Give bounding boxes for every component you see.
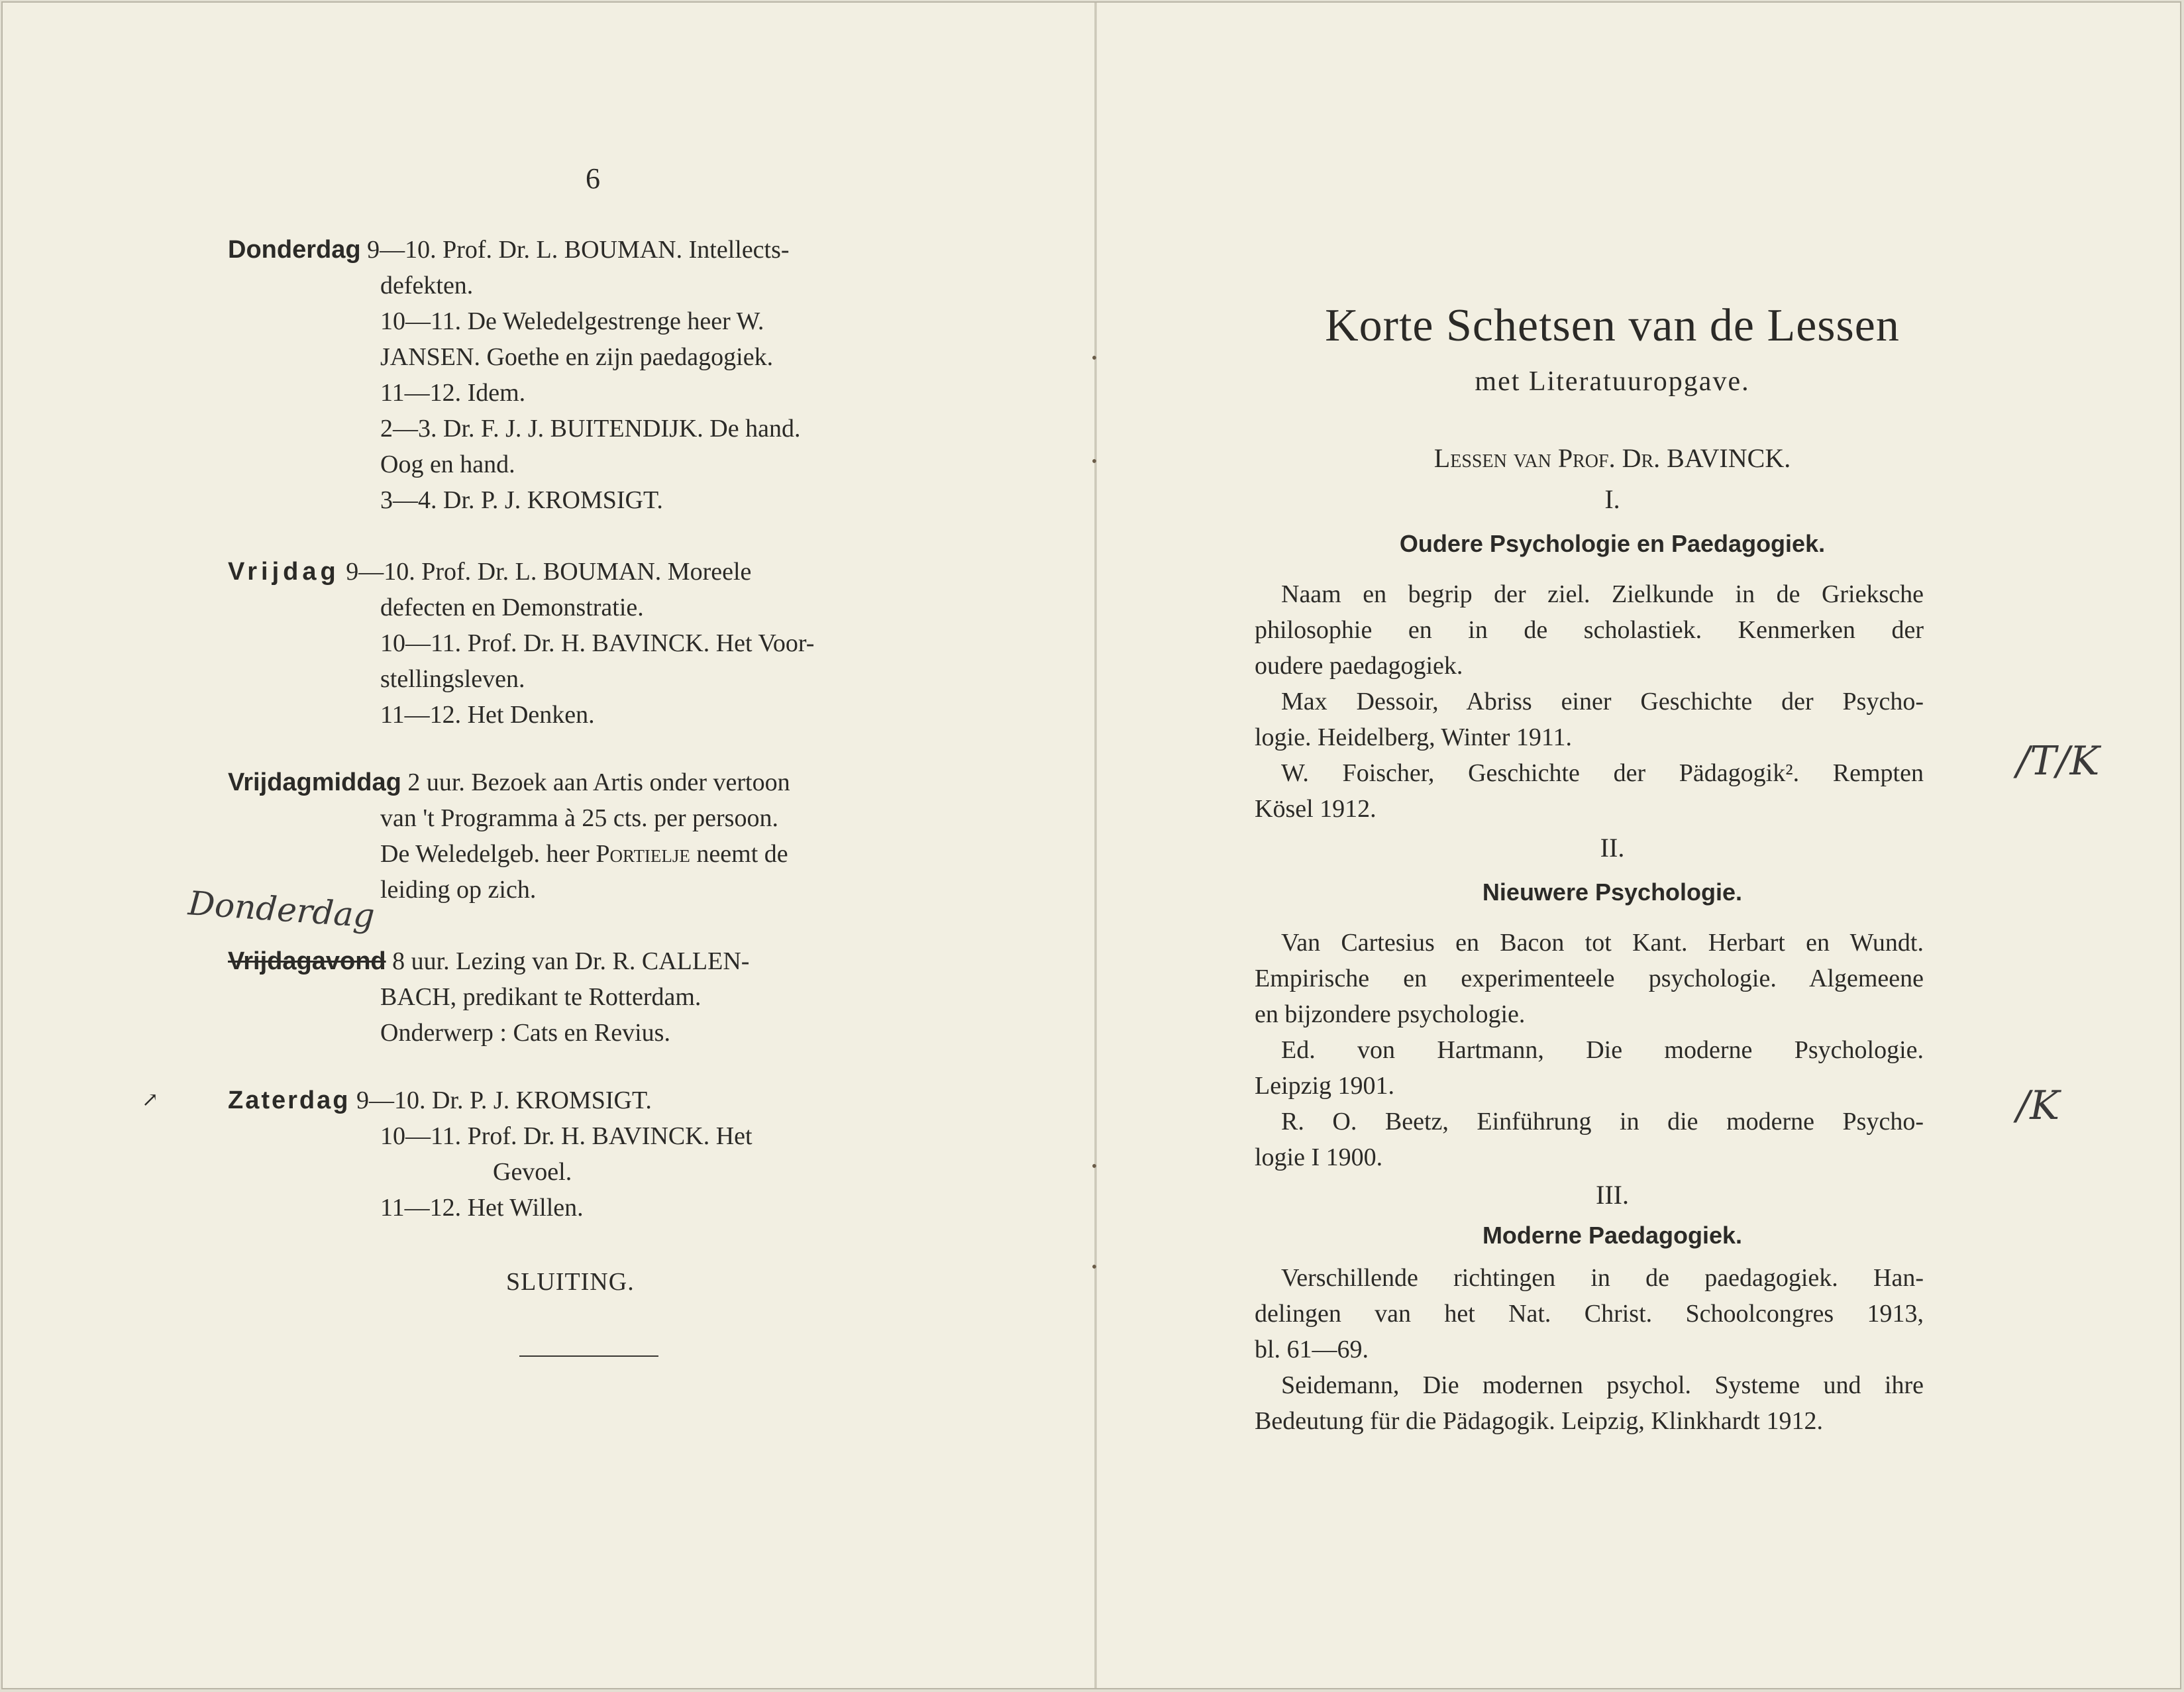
text-line: delingen van het Nat. Christ. Schoolcongres 1913, <box>1255 1300 1924 1328</box>
lessons-heading: Lessen van Prof. Dr. BAVINCK. <box>1433 443 1791 473</box>
handwritten-annotation: /K <box>2016 1083 2060 1129</box>
schedule-entry: 3—4. Dr. P. J. KROMSIGT. <box>380 486 663 514</box>
page-number: 6 <box>586 162 600 195</box>
schedule-entry: defekten. <box>380 272 474 299</box>
handwritten-annotation-donderdag: Donderdag <box>187 884 376 935</box>
reference <box>1255 1104 1924 1175</box>
text-line: Empirische en experimenteele psychologie. Algemeene <box>1255 965 1924 992</box>
day-label-donderdag: Donderdag <box>228 236 361 264</box>
schedule-entry: 11—12. Idem. <box>380 379 526 407</box>
center-fold <box>1094 3 1097 1688</box>
text-line: Seidemann, Die modernen psychol. Systeme und ihre <box>1281 1371 1924 1399</box>
text-line: Verschillende richtingen in de paedagogiek. Han- <box>1281 1264 1924 1292</box>
closing-rule <box>519 1355 658 1357</box>
text-line: W. Foischer, Geschichte der Pädagogik². Rempten <box>1281 759 1924 787</box>
staple-lower: • <box>1091 1158 1098 1175</box>
staple-mid: • <box>1091 453 1098 470</box>
vrijdagmiddag-line-1 <box>228 765 790 800</box>
vrijdagavond-line-1 <box>228 943 749 979</box>
booklet-spread <box>1 1 2181 1689</box>
schedule-entry: Gevoel. <box>493 1158 572 1186</box>
section-heading: Nieuwere Psychologie. <box>1482 878 1743 906</box>
text-line: Bedeutung für die Pädagogik. Leipzig, Klinkhardt 1912. <box>1255 1407 1823 1435</box>
reference <box>1255 1032 1924 1104</box>
schedule-entry: 10—11. De Weledelgestrenge heer W. <box>380 307 764 335</box>
text-span: De Weledelgeb. heer <box>380 840 596 868</box>
day-label-zaterdag: Zaterdag <box>228 1086 350 1114</box>
text-line: logie I 1900. <box>1255 1143 1383 1171</box>
staple-top: • <box>1091 350 1098 367</box>
schedule-entry-portielje <box>380 836 788 872</box>
section-numeral: III. <box>1596 1180 1629 1210</box>
text-line: logie. Heidelberg, Winter 1911. <box>1255 723 1572 751</box>
text-line: Max Dessoir, Abriss einer Geschichte der Psycho- <box>1281 688 1924 715</box>
schedule-entry: van 't Programma à 25 cts. per persoon. <box>380 804 778 832</box>
page-title: Korte Schetsen van de Lessen <box>1325 300 1900 351</box>
day-label-vrijdagmiddag: Vrijdagmiddag <box>228 768 401 796</box>
section-heading: Moderne Paedagogiek. <box>1482 1222 1743 1249</box>
page-subtitle: met Literatuuropgave. <box>1475 366 1750 397</box>
closing-sluiting: SLUITING. <box>506 1268 635 1296</box>
schedule-entry: BACH, predikant te Rotterdam. <box>380 983 702 1011</box>
handwritten-annotation: /T/K <box>2016 738 2100 784</box>
day-label-vrijdagavond: Vrijdagavond <box>228 947 386 975</box>
section-paragraph <box>1255 576 1924 684</box>
day-label-vrijdag: Vrijdag <box>228 558 340 586</box>
text-line: philosophie en in de scholastiek. Kenmerken der <box>1255 616 1924 644</box>
reference <box>1255 755 1924 827</box>
donderdag-line-1 <box>228 232 790 268</box>
name-portielje: Portielje <box>596 840 690 868</box>
reference <box>1255 1367 1924 1439</box>
pencil-mark: ↗ <box>142 1089 159 1111</box>
schedule-entry: 10—11. Prof. Dr. H. BAVINCK. Het Voor- <box>380 629 815 657</box>
vrijdag-line-1 <box>228 554 751 590</box>
schedule-entry: JANSEN. Goethe en zijn paedagogiek. <box>380 343 774 371</box>
reference <box>1255 684 1924 755</box>
schedule-entry: Oog en hand. <box>380 450 515 478</box>
schedule-entry: 9—10. Prof. Dr. L. BOUMAN. Moreele <box>346 558 752 586</box>
text-line: Ed. von Hartmann, Die moderne Psychologie. <box>1281 1036 1924 1064</box>
text-line: bl. 61—69. <box>1255 1336 1369 1363</box>
schedule-entry: 9—10. Prof. Dr. L. BOUMAN. Intellects- <box>367 236 790 264</box>
schedule-entry: defecten en Demonstratie. <box>380 594 644 621</box>
text-line: Van Cartesius en Bacon tot Kant. Herbart en Wundt. <box>1281 929 1924 957</box>
text-line: oudere paedagogiek. <box>1255 652 1463 680</box>
section-paragraph <box>1255 1260 1924 1367</box>
section-numeral: I. <box>1604 484 1620 514</box>
schedule-entry: 2 uur. Bezoek aan Artis onder vertoon <box>407 768 790 796</box>
schedule-entry: leiding op zich. <box>380 876 537 904</box>
staple-bottom: • <box>1091 1259 1098 1276</box>
schedule-entry: Onderwerp : Cats en Revius. <box>380 1019 670 1047</box>
text-span: neemt de <box>690 840 788 868</box>
schedule-entry: stellingsleven. <box>380 665 525 693</box>
schedule-entry: 2—3. Dr. F. J. J. BUITENDIJK. De hand. <box>380 415 801 443</box>
text-line: Leipzig 1901. <box>1255 1072 1395 1100</box>
section-paragraph <box>1255 925 1924 1032</box>
schedule-entry: 11—12. Het Willen. <box>380 1194 584 1222</box>
text-line: en bijzondere psychologie. <box>1255 1000 1526 1028</box>
text-line: Kösel 1912. <box>1255 795 1377 823</box>
zaterdag-line-1 <box>228 1083 652 1118</box>
schedule-entry: 10—11. Prof. Dr. H. BAVINCK. Het <box>380 1122 753 1150</box>
schedule-entry: 9—10. Dr. P. J. KROMSIGT. <box>356 1086 652 1114</box>
section-heading: Oudere Psychologie en Paedagogiek. <box>1399 530 1826 557</box>
text-line: Naam en begrip der ziel. Zielkunde in de Grieksche <box>1281 580 1924 608</box>
text-line: R. O. Beetz, Einführung in die moderne Psycho- <box>1281 1108 1924 1136</box>
schedule-entry: 8 uur. Lezing van Dr. R. CALLEN- <box>392 947 750 975</box>
schedule-entry: 11—12. Het Denken. <box>380 701 595 729</box>
section-numeral: II. <box>1600 833 1625 863</box>
